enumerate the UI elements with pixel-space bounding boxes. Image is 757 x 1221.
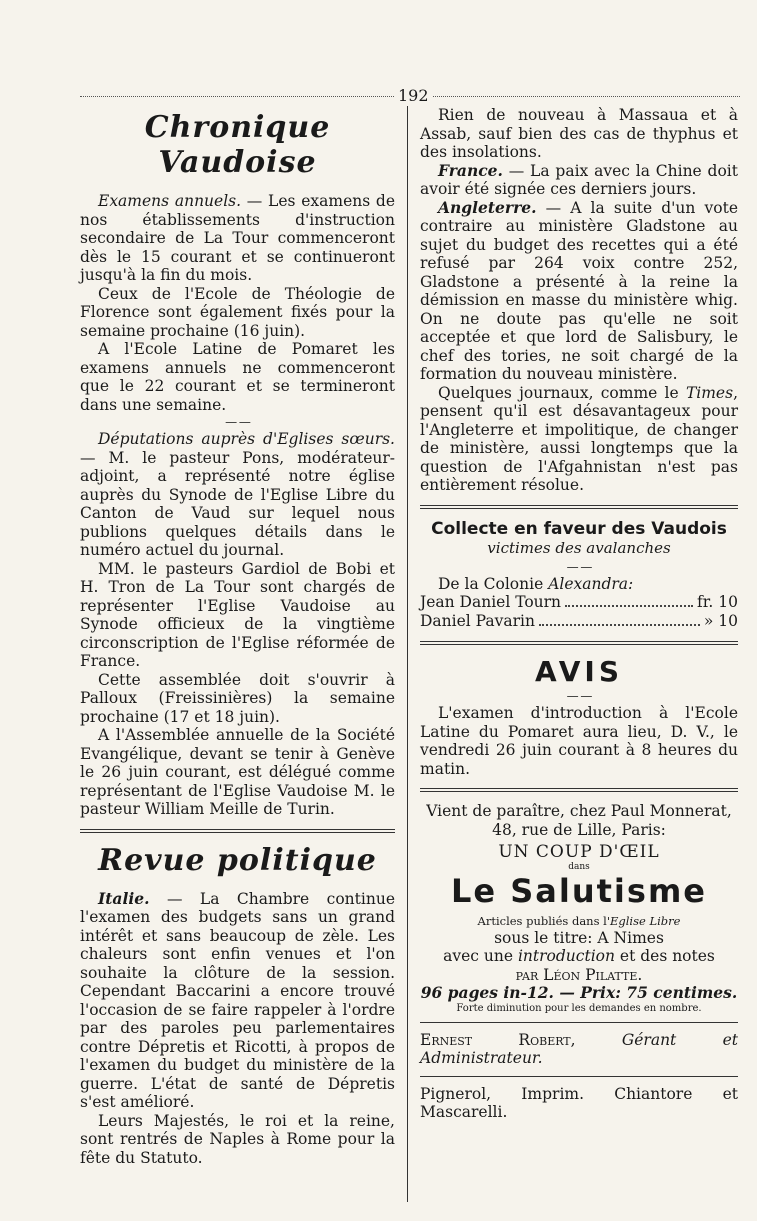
journaux-times: Times xyxy=(685,383,734,402)
journaux-pre: Quelques journaux, comme le xyxy=(438,383,686,402)
section-rule xyxy=(420,1022,738,1023)
section-rule xyxy=(80,829,395,833)
deputations-paragraph xyxy=(80,430,395,560)
column-divider xyxy=(407,106,408,1202)
italie-label: Italie. xyxy=(98,888,150,908)
chronique-title: Chronique Vaudoise xyxy=(144,110,331,180)
gerant-name: Ernest Robert, xyxy=(420,1030,576,1049)
left-column xyxy=(80,106,395,1167)
gerant-line xyxy=(420,1031,738,1068)
angleterre-text: — A la suite d'un vote contraire au ministère Gladstone au sujet du budget des recettes qui a été refusé par 264 voix contre 252, Gladstone a présenté à la reine la démission en masse du ministère whig. On ne doute pas qu'elle ne soit acceptée et que lord de Salisbury, le chef des tories, ne soit chargé de la formation du nouveau ministère. xyxy=(420,198,738,383)
ad-sous: sous le titre: A Nimes xyxy=(494,928,664,947)
mm-paragraph: MM. le pasteurs Gardiol de Bobi et H. Tron de La Tour sont chargés de représenter l'Eglise Vaudoise au Synode officieux de la vingtième circonscription de l'Eglise réformée de France. xyxy=(80,559,395,670)
section-rule xyxy=(420,641,738,645)
dot-leader xyxy=(539,612,700,626)
avis-title: AVIS xyxy=(534,655,624,688)
examens-paragraph xyxy=(80,192,395,285)
dot-leader xyxy=(565,593,693,607)
examens-text: — Les examens de nos établissements d'instruction secondaire de La Tour commenceront dès le 15 courant et se continueront jusqu'à la fin du mois. xyxy=(80,192,396,284)
ad-articles-it: Eglise Libre xyxy=(609,913,681,928)
france-label: France. xyxy=(438,160,503,180)
italie-paragraph xyxy=(80,890,395,1112)
ad-line-4: dans xyxy=(568,861,590,872)
ad-title: Le Salutisme xyxy=(451,871,707,910)
france-text: — La paix avec la Chine doit avoir été signée ces derniers jours. xyxy=(420,161,738,198)
donor-name: Jean Daniel Tourn xyxy=(420,593,562,611)
theologie-paragraph: Ceux de l'Ecole de Théologie de Florence sont également fixés pour la semaine prochaine (16 juin). xyxy=(80,284,395,340)
donor-row xyxy=(420,612,738,631)
ad-avec xyxy=(420,947,738,966)
colonie-line xyxy=(420,575,738,594)
donor-amount: fr. 10 xyxy=(696,593,738,611)
italie-text: — La Chambre continue l'examen des budgets sans un grand intérêt et sans beaucoup de zèle. Les chaleurs sont enfin venues et l'on souhaite la clôture de la session. Cependant Baccarini a encore trouvé l'occasion de se faire rappeler à l'ordre par des paroles peu parlementaires contre Dépretis et Ricotti, à propos de l'examen du budget du ministère de la guerre. L'état de santé de Dépretis s'est amélioré. xyxy=(80,889,395,1111)
imprim-line: Pignerol, Imprim. Chiantore et Mascarelli. xyxy=(420,1084,738,1121)
deputations-label: Députations auprès d'Eglises sœurs. xyxy=(98,430,395,448)
colonie-name: Alexandra: xyxy=(548,574,634,593)
journaux-paragraph xyxy=(420,384,738,495)
france-paragraph xyxy=(420,162,738,199)
ad-line-3: UN COUP D'ŒIL xyxy=(498,842,660,862)
examens-label: Examens annuels. xyxy=(98,192,242,210)
donor-row xyxy=(420,593,738,612)
colonie-pre: De la Colonie xyxy=(438,574,549,593)
separator xyxy=(420,690,738,702)
collecte-title: Collecte en faveur des Vaudois xyxy=(431,518,727,539)
ad-articles xyxy=(420,914,738,929)
section-rule xyxy=(420,1076,738,1077)
ad-forte: Forte diminution pour les demandes en nombre. xyxy=(456,1002,702,1014)
collecte-subtitle: victimes des avalanches xyxy=(487,538,671,557)
angleterre-label: Angleterre. xyxy=(438,197,537,217)
ad-line-1: Vient de paraître, chez Paul Monnerat, xyxy=(426,802,732,820)
ad-articles-pre: Articles publiés dans l' xyxy=(477,913,610,928)
gerant-role: Gérant et Administrateur. xyxy=(420,1030,738,1067)
section-rule xyxy=(420,788,738,792)
pomaret-paragraph: A l'Ecole Latine de Pomaret les examens annuels ne commenceront que le 22 courant et se termineront dans une semaine. xyxy=(80,340,395,414)
ad-price: 96 pages in-12. — Prix: 75 centimes. xyxy=(420,983,738,1002)
assemblee-paragraph: Cette assemblée doit s'ouvrir à Palloux (Freissinières) la semaine prochaine (17 et 18 juin). xyxy=(80,670,395,726)
majestes-paragraph: Leurs Majestés, le roi et la reine, sont rentrés de Naples à Rome pour la fête du Statuto. xyxy=(80,1111,395,1167)
deputations-text: — M. le pasteur Pons, modérateur-adjoint, a représenté notre église auprès du Synode de l'Eglise Libre du Canton de Vaud sur lequel nous publions quelques détails dans le numéro actuel du journal. xyxy=(80,448,395,559)
avis-paragraph: L'examen d'introduction à l'Ecole Latine du Pomaret aura lieu, D. V., le vendredi 26 juin courant à 8 heures du matin. xyxy=(420,704,738,778)
page-number: 192 xyxy=(395,86,432,105)
revue-title: Revue politique xyxy=(98,842,377,878)
ad-par: par Léon Pilatte. xyxy=(515,965,643,984)
right-column xyxy=(420,106,738,1122)
ad-avec-pre: avec une xyxy=(443,947,518,965)
journaux-post: , pensent qu'il est désavantageux pour l'Angleterre et impolitique, de changer de ministère, aussi longtemps que la question de l'Afgahnistan n'est pas entièrement résolue. xyxy=(420,383,738,494)
massaua-paragraph: Rien de nouveau à Massaua et à Assab, sauf bien des cas de thyphus et des insolations. xyxy=(420,106,738,161)
societe-paragraph: A l'Assemblée annuelle de la Société Evangélique, devant se tenir à Genève le 26 juin courant, est délégué comme représentant de l'Eglise Vaudoise M. le pasteur William Meille de Turin. xyxy=(80,726,395,818)
donor-name: Daniel Pavarin xyxy=(420,612,535,630)
ad-line-2: 48, rue de Lille, Paris: xyxy=(492,820,666,839)
separator xyxy=(80,416,395,428)
ad-avec-it: introduction xyxy=(517,947,615,965)
separator xyxy=(420,561,738,573)
ad-avec-post: et des notes xyxy=(614,947,715,965)
angleterre-paragraph xyxy=(420,199,738,384)
section-rule xyxy=(420,505,738,509)
donor-amount: » 10 xyxy=(703,612,738,630)
